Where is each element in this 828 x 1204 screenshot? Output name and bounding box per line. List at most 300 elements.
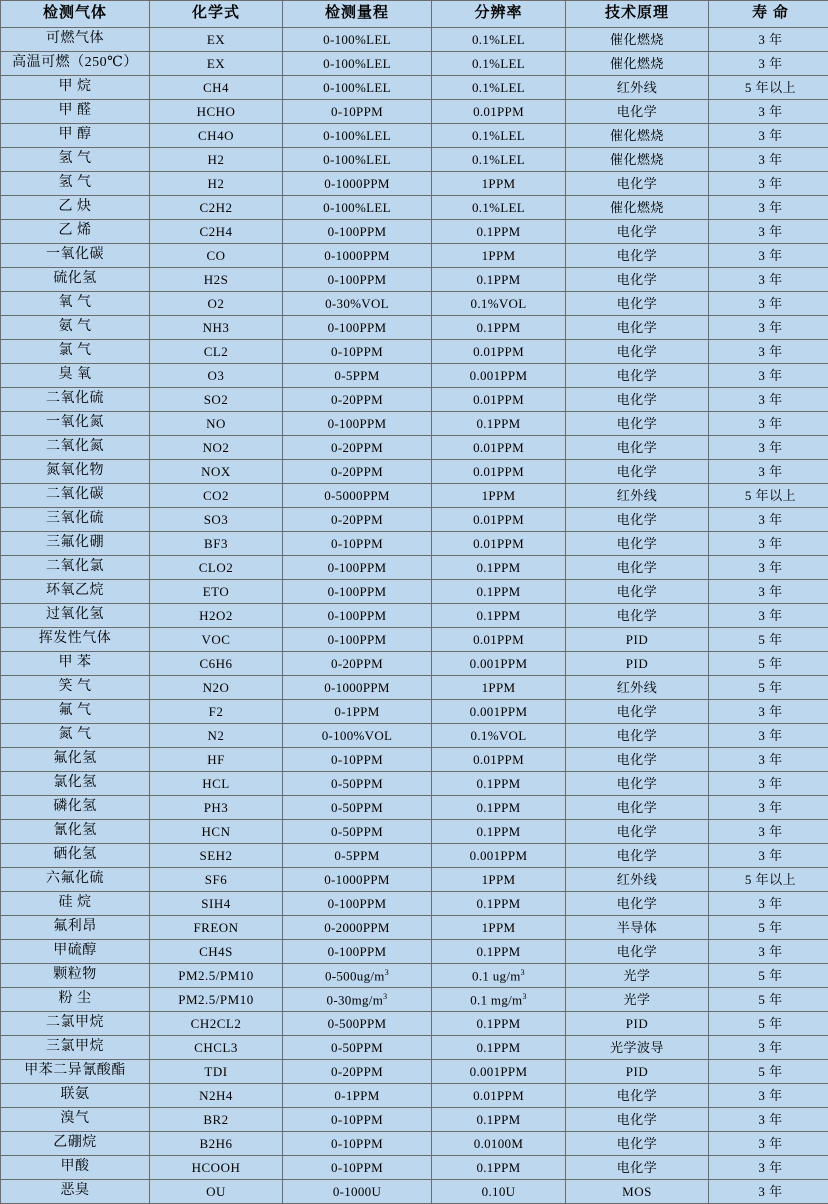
cell-formula: FREON bbox=[150, 916, 283, 940]
cell-gas: 硫化氢 bbox=[1, 268, 150, 292]
cell-formula: CH4O bbox=[150, 124, 283, 148]
cell-formula: HF bbox=[150, 748, 283, 772]
cell-formula: CO bbox=[150, 244, 283, 268]
table-row bbox=[1, 772, 828, 796]
cell-resolution: 0.1PPM bbox=[432, 772, 566, 796]
cell-resolution: 0.1PPM bbox=[432, 412, 566, 436]
cell-range: 0-100PPM bbox=[283, 412, 432, 436]
cell-principle: 电化学 bbox=[566, 700, 709, 724]
table-row bbox=[1, 220, 828, 244]
cell-gas: 臭 氧 bbox=[1, 364, 150, 388]
cell-lifetime: 5 年 bbox=[709, 916, 828, 940]
cell-gas: 二氧化氯 bbox=[1, 556, 150, 580]
cell-resolution: 1PPM bbox=[432, 916, 566, 940]
table-row bbox=[1, 388, 828, 412]
cell-gas: 二氧化氮 bbox=[1, 436, 150, 460]
cell-formula: CO2 bbox=[150, 484, 283, 508]
table-row bbox=[1, 940, 828, 964]
cell-resolution: 0.1%LEL bbox=[432, 52, 566, 76]
cell-principle: PID bbox=[566, 1060, 709, 1084]
cell-formula: ETO bbox=[150, 580, 283, 604]
table-row bbox=[1, 460, 828, 484]
cell-formula: B2H6 bbox=[150, 1132, 283, 1156]
cell-range: 0-50PPM bbox=[283, 820, 432, 844]
cell-range: 0-100PPM bbox=[283, 604, 432, 628]
cell-formula: PM2.5/PM10 bbox=[150, 964, 283, 988]
cell-gas: 过氧化氢 bbox=[1, 604, 150, 628]
table-row bbox=[1, 28, 828, 52]
cell-gas: 氟 气 bbox=[1, 700, 150, 724]
cell-range: 0-10PPM bbox=[283, 1132, 432, 1156]
cell-range: 0-5PPM bbox=[283, 364, 432, 388]
cell-range: 0-1000PPM bbox=[283, 244, 432, 268]
cell-range: 0-100PPM bbox=[283, 628, 432, 652]
table-row bbox=[1, 1156, 828, 1180]
table-row bbox=[1, 700, 828, 724]
cell-gas: 硅 烷 bbox=[1, 892, 150, 916]
cell-range: 0-20PPM bbox=[283, 508, 432, 532]
cell-lifetime: 3 年 bbox=[709, 316, 828, 340]
cell-resolution: 0.1PPM bbox=[432, 1156, 566, 1180]
cell-formula: PM2.5/PM10 bbox=[150, 988, 283, 1012]
cell-resolution: 0.1 $mg/m^3$ bbox=[432, 988, 566, 1012]
cell-gas: 氰化氢 bbox=[1, 820, 150, 844]
cell-principle: 电化学 bbox=[566, 292, 709, 316]
cell-resolution: 0.01PPM bbox=[432, 100, 566, 124]
cell-range: 0-20PPM bbox=[283, 652, 432, 676]
cell-resolution: 0.001PPM bbox=[432, 700, 566, 724]
cell-principle: 电化学 bbox=[566, 844, 709, 868]
cell-principle: 电化学 bbox=[566, 364, 709, 388]
cell-lifetime: 5 年以上 bbox=[709, 76, 828, 100]
cell-lifetime: 3 年 bbox=[709, 700, 828, 724]
cell-lifetime: 3 年 bbox=[709, 1084, 828, 1108]
cell-principle: 电化学 bbox=[566, 1084, 709, 1108]
cell-principle: 电化学 bbox=[566, 1156, 709, 1180]
table-row bbox=[1, 268, 828, 292]
cell-formula: EX bbox=[150, 28, 283, 52]
cell-gas: 乙 炔 bbox=[1, 196, 150, 220]
cell-gas: 环氧乙烷 bbox=[1, 580, 150, 604]
cell-formula: HCL bbox=[150, 772, 283, 796]
cell-gas: 高温可燃（250℃） bbox=[1, 52, 150, 76]
cell-lifetime: 3 年 bbox=[709, 388, 828, 412]
cell-range: 0-20PPM bbox=[283, 460, 432, 484]
cell-range: 0-100PPM bbox=[283, 940, 432, 964]
cell-principle: 电化学 bbox=[566, 244, 709, 268]
cell-range: 0-1000U bbox=[283, 1180, 432, 1204]
cell-lifetime: 3 年 bbox=[709, 52, 828, 76]
cell-range: 0-1000PPM bbox=[283, 172, 432, 196]
cell-resolution: 0.1PPM bbox=[432, 796, 566, 820]
cell-formula: CL2 bbox=[150, 340, 283, 364]
cell-resolution: 0.1%LEL bbox=[432, 28, 566, 52]
cell-principle: 光学 bbox=[566, 988, 709, 1012]
cell-principle: 电化学 bbox=[566, 220, 709, 244]
cell-range: 0-100PPM bbox=[283, 556, 432, 580]
cell-range: 0-100PPM bbox=[283, 268, 432, 292]
cell-lifetime: 3 年 bbox=[709, 172, 828, 196]
cell-formula: N2 bbox=[150, 724, 283, 748]
table-row bbox=[1, 484, 828, 508]
cell-formula: OU bbox=[150, 1180, 283, 1204]
cell-resolution: 0.1PPM bbox=[432, 940, 566, 964]
cell-lifetime: 3 年 bbox=[709, 220, 828, 244]
table-row bbox=[1, 52, 828, 76]
cell-range: 0-20PPM bbox=[283, 436, 432, 460]
table-row bbox=[1, 340, 828, 364]
cell-gas: 乙 烯 bbox=[1, 220, 150, 244]
cell-formula: NO bbox=[150, 412, 283, 436]
table-row bbox=[1, 796, 828, 820]
cell-gas: 甲 醇 bbox=[1, 124, 150, 148]
cell-principle: 电化学 bbox=[566, 892, 709, 916]
cell-range: 0-20PPM bbox=[283, 1060, 432, 1084]
cell-gas: 氨 气 bbox=[1, 316, 150, 340]
cell-range: 0-100%LEL bbox=[283, 124, 432, 148]
table-row bbox=[1, 532, 828, 556]
cell-gas: 二氧化碳 bbox=[1, 484, 150, 508]
cell-resolution: 0.01PPM bbox=[432, 436, 566, 460]
cell-lifetime: 3 年 bbox=[709, 820, 828, 844]
cell-resolution: 0.01PPM bbox=[432, 460, 566, 484]
cell-gas: 可燃气体 bbox=[1, 28, 150, 52]
cell-principle: 红外线 bbox=[566, 76, 709, 100]
cell-gas: 氟化氢 bbox=[1, 748, 150, 772]
cell-range: 0-30%VOL bbox=[283, 292, 432, 316]
cell-gas: 氯 气 bbox=[1, 340, 150, 364]
cell-formula: EX bbox=[150, 52, 283, 76]
cell-principle: PID bbox=[566, 1012, 709, 1036]
cell-formula: SO2 bbox=[150, 388, 283, 412]
table-row bbox=[1, 580, 828, 604]
cell-gas: 溴气 bbox=[1, 1108, 150, 1132]
cell-range: 0-100%LEL bbox=[283, 148, 432, 172]
cell-principle: PID bbox=[566, 652, 709, 676]
cell-principle: 电化学 bbox=[566, 772, 709, 796]
cell-principle: MOS bbox=[566, 1180, 709, 1204]
cell-principle: 红外线 bbox=[566, 868, 709, 892]
cell-range: 0-5000PPM bbox=[283, 484, 432, 508]
table-row bbox=[1, 892, 828, 916]
cell-resolution: 0.1PPM bbox=[432, 1012, 566, 1036]
column-header-gas: 检测气体 bbox=[1, 1, 150, 28]
table-row bbox=[1, 1180, 828, 1204]
cell-lifetime: 3 年 bbox=[709, 1108, 828, 1132]
column-header-range: 检测量程 bbox=[283, 1, 432, 28]
cell-principle: 电化学 bbox=[566, 340, 709, 364]
cell-resolution: 0.1 $ug/m^3$ bbox=[432, 964, 566, 988]
cell-lifetime: 3 年 bbox=[709, 1156, 828, 1180]
cell-lifetime: 5 年 bbox=[709, 652, 828, 676]
cell-gas: 氮氧化物 bbox=[1, 460, 150, 484]
cell-resolution: 0.1PPM bbox=[432, 580, 566, 604]
cell-resolution: 1PPM bbox=[432, 868, 566, 892]
table-row bbox=[1, 1108, 828, 1132]
cell-principle: 电化学 bbox=[566, 508, 709, 532]
table-row bbox=[1, 508, 828, 532]
cell-range: 0-10PPM bbox=[283, 532, 432, 556]
table-row bbox=[1, 316, 828, 340]
table-row bbox=[1, 244, 828, 268]
cell-principle: 电化学 bbox=[566, 748, 709, 772]
table-row bbox=[1, 172, 828, 196]
cell-gas: 联氨 bbox=[1, 1084, 150, 1108]
table-row bbox=[1, 1060, 828, 1084]
cell-principle: 电化学 bbox=[566, 388, 709, 412]
cell-principle: 光学波导 bbox=[566, 1036, 709, 1060]
cell-formula: NOX bbox=[150, 460, 283, 484]
cell-range: $0-30mg/m^3$ bbox=[283, 988, 432, 1012]
cell-formula: H2O2 bbox=[150, 604, 283, 628]
table-row bbox=[1, 292, 828, 316]
cell-principle: 半导体 bbox=[566, 916, 709, 940]
cell-range: 0-5PPM bbox=[283, 844, 432, 868]
cell-formula: PH3 bbox=[150, 796, 283, 820]
cell-gas: 氮 气 bbox=[1, 724, 150, 748]
cell-formula: O3 bbox=[150, 364, 283, 388]
table-row bbox=[1, 124, 828, 148]
cell-gas: 氢 气 bbox=[1, 148, 150, 172]
table-row bbox=[1, 748, 828, 772]
cell-principle: 催化燃烧 bbox=[566, 28, 709, 52]
column-header-formula: 化学式 bbox=[150, 1, 283, 28]
cell-gas: 六氟化硫 bbox=[1, 868, 150, 892]
column-header-lifetime: 寿 命 bbox=[709, 1, 828, 28]
cell-gas: 三氧化硫 bbox=[1, 508, 150, 532]
cell-range: 0-10PPM bbox=[283, 340, 432, 364]
column-header-principle: 技术原理 bbox=[566, 1, 709, 28]
cell-principle: 电化学 bbox=[566, 460, 709, 484]
cell-principle: 电化学 bbox=[566, 1132, 709, 1156]
cell-lifetime: 5 年 bbox=[709, 676, 828, 700]
cell-gas: 甲硫醇 bbox=[1, 940, 150, 964]
cell-principle: 电化学 bbox=[566, 316, 709, 340]
table-row bbox=[1, 844, 828, 868]
table-row bbox=[1, 76, 828, 100]
cell-gas: 氧 气 bbox=[1, 292, 150, 316]
cell-gas: 挥发性气体 bbox=[1, 628, 150, 652]
cell-principle: 红外线 bbox=[566, 484, 709, 508]
cell-formula: CH4 bbox=[150, 76, 283, 100]
cell-resolution: 1PPM bbox=[432, 172, 566, 196]
cell-gas: 乙硼烷 bbox=[1, 1132, 150, 1156]
cell-gas: 氟利昂 bbox=[1, 916, 150, 940]
table-row bbox=[1, 1036, 828, 1060]
cell-resolution: 0.0100M bbox=[432, 1132, 566, 1156]
cell-gas: 恶臭 bbox=[1, 1180, 150, 1204]
cell-range: $0-500ug/m^3$ bbox=[283, 964, 432, 988]
cell-range: 0-10PPM bbox=[283, 748, 432, 772]
cell-lifetime: 3 年 bbox=[709, 772, 828, 796]
cell-resolution: 0.1%LEL bbox=[432, 124, 566, 148]
cell-resolution: 0.1%VOL bbox=[432, 724, 566, 748]
cell-resolution: 0.001PPM bbox=[432, 1060, 566, 1084]
cell-gas: 甲 烷 bbox=[1, 76, 150, 100]
cell-principle: PID bbox=[566, 628, 709, 652]
cell-lifetime: 3 年 bbox=[709, 724, 828, 748]
cell-formula: BR2 bbox=[150, 1108, 283, 1132]
cell-lifetime: 3 年 bbox=[709, 940, 828, 964]
table-row bbox=[1, 604, 828, 628]
table-row bbox=[1, 556, 828, 580]
table-header-row bbox=[1, 1, 828, 28]
table-body bbox=[1, 28, 828, 1204]
cell-lifetime: 3 年 bbox=[709, 124, 828, 148]
cell-gas: 氯化氢 bbox=[1, 772, 150, 796]
cell-range: 0-1PPM bbox=[283, 700, 432, 724]
cell-lifetime: 3 年 bbox=[709, 460, 828, 484]
cell-resolution: 0.1PPM bbox=[432, 268, 566, 292]
table-row bbox=[1, 100, 828, 124]
cell-resolution: 0.01PPM bbox=[432, 508, 566, 532]
cell-gas: 一氧化氮 bbox=[1, 412, 150, 436]
cell-resolution: 0.01PPM bbox=[432, 628, 566, 652]
cell-lifetime: 3 年 bbox=[709, 268, 828, 292]
table-row bbox=[1, 1012, 828, 1036]
cell-principle: 光学 bbox=[566, 964, 709, 988]
cell-resolution: 0.1PPM bbox=[432, 1036, 566, 1060]
cell-resolution: 0.01PPM bbox=[432, 340, 566, 364]
cell-principle: 催化燃烧 bbox=[566, 148, 709, 172]
cell-principle: 电化学 bbox=[566, 796, 709, 820]
cell-formula: O2 bbox=[150, 292, 283, 316]
cell-range: 0-10PPM bbox=[283, 1108, 432, 1132]
cell-range: 0-1000PPM bbox=[283, 868, 432, 892]
cell-gas: 氢 气 bbox=[1, 172, 150, 196]
cell-resolution: 0.001PPM bbox=[432, 364, 566, 388]
cell-formula: CHCL3 bbox=[150, 1036, 283, 1060]
cell-formula: VOC bbox=[150, 628, 283, 652]
cell-formula: CH4S bbox=[150, 940, 283, 964]
table-row bbox=[1, 412, 828, 436]
cell-formula: HCN bbox=[150, 820, 283, 844]
cell-range: 0-100%VOL bbox=[283, 724, 432, 748]
cell-gas: 甲 醛 bbox=[1, 100, 150, 124]
cell-resolution: 0.001PPM bbox=[432, 844, 566, 868]
cell-lifetime: 3 年 bbox=[709, 532, 828, 556]
cell-formula: NO2 bbox=[150, 436, 283, 460]
cell-range: 0-1PPM bbox=[283, 1084, 432, 1108]
cell-range: 0-100%LEL bbox=[283, 196, 432, 220]
cell-gas: 甲苯二异氰酸酯 bbox=[1, 1060, 150, 1084]
cell-resolution: 0.01PPM bbox=[432, 388, 566, 412]
cell-range: 0-50PPM bbox=[283, 1036, 432, 1060]
cell-formula: SO3 bbox=[150, 508, 283, 532]
cell-lifetime: 5 年 bbox=[709, 1012, 828, 1036]
cell-lifetime: 3 年 bbox=[709, 580, 828, 604]
cell-formula: TDI bbox=[150, 1060, 283, 1084]
cell-principle: 电化学 bbox=[566, 172, 709, 196]
cell-range: 0-100%LEL bbox=[283, 76, 432, 100]
cell-range: 0-100PPM bbox=[283, 580, 432, 604]
cell-range: 0-50PPM bbox=[283, 796, 432, 820]
cell-formula: CLO2 bbox=[150, 556, 283, 580]
cell-gas: 三氟化硼 bbox=[1, 532, 150, 556]
cell-formula: HCOOH bbox=[150, 1156, 283, 1180]
cell-formula: C2H4 bbox=[150, 220, 283, 244]
table-row bbox=[1, 1132, 828, 1156]
cell-range: 0-10PPM bbox=[283, 100, 432, 124]
cell-range: 0-50PPM bbox=[283, 772, 432, 796]
cell-resolution: 0.1PPM bbox=[432, 556, 566, 580]
cell-formula: HCHO bbox=[150, 100, 283, 124]
cell-lifetime: 3 年 bbox=[709, 508, 828, 532]
table-row bbox=[1, 196, 828, 220]
cell-resolution: 0.1PPM bbox=[432, 820, 566, 844]
cell-range: 0-1000PPM bbox=[283, 676, 432, 700]
cell-lifetime: 3 年 bbox=[709, 364, 828, 388]
cell-resolution: 0.1PPM bbox=[432, 892, 566, 916]
cell-lifetime: 3 年 bbox=[709, 1132, 828, 1156]
table-row bbox=[1, 988, 828, 1012]
table-row bbox=[1, 652, 828, 676]
cell-principle: 电化学 bbox=[566, 604, 709, 628]
cell-gas: 一氧化碳 bbox=[1, 244, 150, 268]
cell-principle: 催化燃烧 bbox=[566, 52, 709, 76]
cell-range: 0-20PPM bbox=[283, 388, 432, 412]
cell-lifetime: 3 年 bbox=[709, 436, 828, 460]
cell-resolution: 0.01PPM bbox=[432, 532, 566, 556]
cell-principle: 电化学 bbox=[566, 532, 709, 556]
cell-lifetime: 5 年以上 bbox=[709, 484, 828, 508]
cell-formula: C6H6 bbox=[150, 652, 283, 676]
cell-lifetime: 3 年 bbox=[709, 196, 828, 220]
cell-range: 0-2000PPM bbox=[283, 916, 432, 940]
cell-resolution: 0.01PPM bbox=[432, 1084, 566, 1108]
cell-principle: 电化学 bbox=[566, 268, 709, 292]
cell-principle: 电化学 bbox=[566, 436, 709, 460]
cell-resolution: 0.1%VOL bbox=[432, 292, 566, 316]
cell-principle: 电化学 bbox=[566, 1108, 709, 1132]
cell-gas: 二氯甲烷 bbox=[1, 1012, 150, 1036]
cell-lifetime: 3 年 bbox=[709, 796, 828, 820]
cell-principle: 电化学 bbox=[566, 580, 709, 604]
cell-principle: 红外线 bbox=[566, 676, 709, 700]
cell-lifetime: 3 年 bbox=[709, 844, 828, 868]
cell-resolution: 1PPM bbox=[432, 484, 566, 508]
cell-formula: SF6 bbox=[150, 868, 283, 892]
cell-formula: NH3 bbox=[150, 316, 283, 340]
cell-formula: SEH2 bbox=[150, 844, 283, 868]
table-row bbox=[1, 436, 828, 460]
column-header-resolution: 分辨率 bbox=[432, 1, 566, 28]
cell-principle: 电化学 bbox=[566, 820, 709, 844]
cell-range: 0-100PPM bbox=[283, 220, 432, 244]
table-row bbox=[1, 364, 828, 388]
cell-lifetime: 5 年 bbox=[709, 628, 828, 652]
cell-gas: 甲 苯 bbox=[1, 652, 150, 676]
cell-lifetime: 5 年 bbox=[709, 1060, 828, 1084]
cell-resolution: 1PPM bbox=[432, 676, 566, 700]
table-row bbox=[1, 964, 828, 988]
cell-lifetime: 3 年 bbox=[709, 100, 828, 124]
cell-gas: 笑 气 bbox=[1, 676, 150, 700]
cell-gas: 二氧化硫 bbox=[1, 388, 150, 412]
cell-formula: SIH4 bbox=[150, 892, 283, 916]
cell-formula: BF3 bbox=[150, 532, 283, 556]
cell-gas: 颗粒物 bbox=[1, 964, 150, 988]
cell-formula: N2H4 bbox=[150, 1084, 283, 1108]
cell-resolution: 0.001PPM bbox=[432, 652, 566, 676]
cell-formula: H2 bbox=[150, 148, 283, 172]
cell-lifetime: 3 年 bbox=[709, 556, 828, 580]
cell-lifetime: 5 年以上 bbox=[709, 868, 828, 892]
cell-lifetime: 3 年 bbox=[709, 1036, 828, 1060]
cell-lifetime: 3 年 bbox=[709, 28, 828, 52]
cell-gas: 三氯甲烷 bbox=[1, 1036, 150, 1060]
cell-resolution: 0.01PPM bbox=[432, 748, 566, 772]
